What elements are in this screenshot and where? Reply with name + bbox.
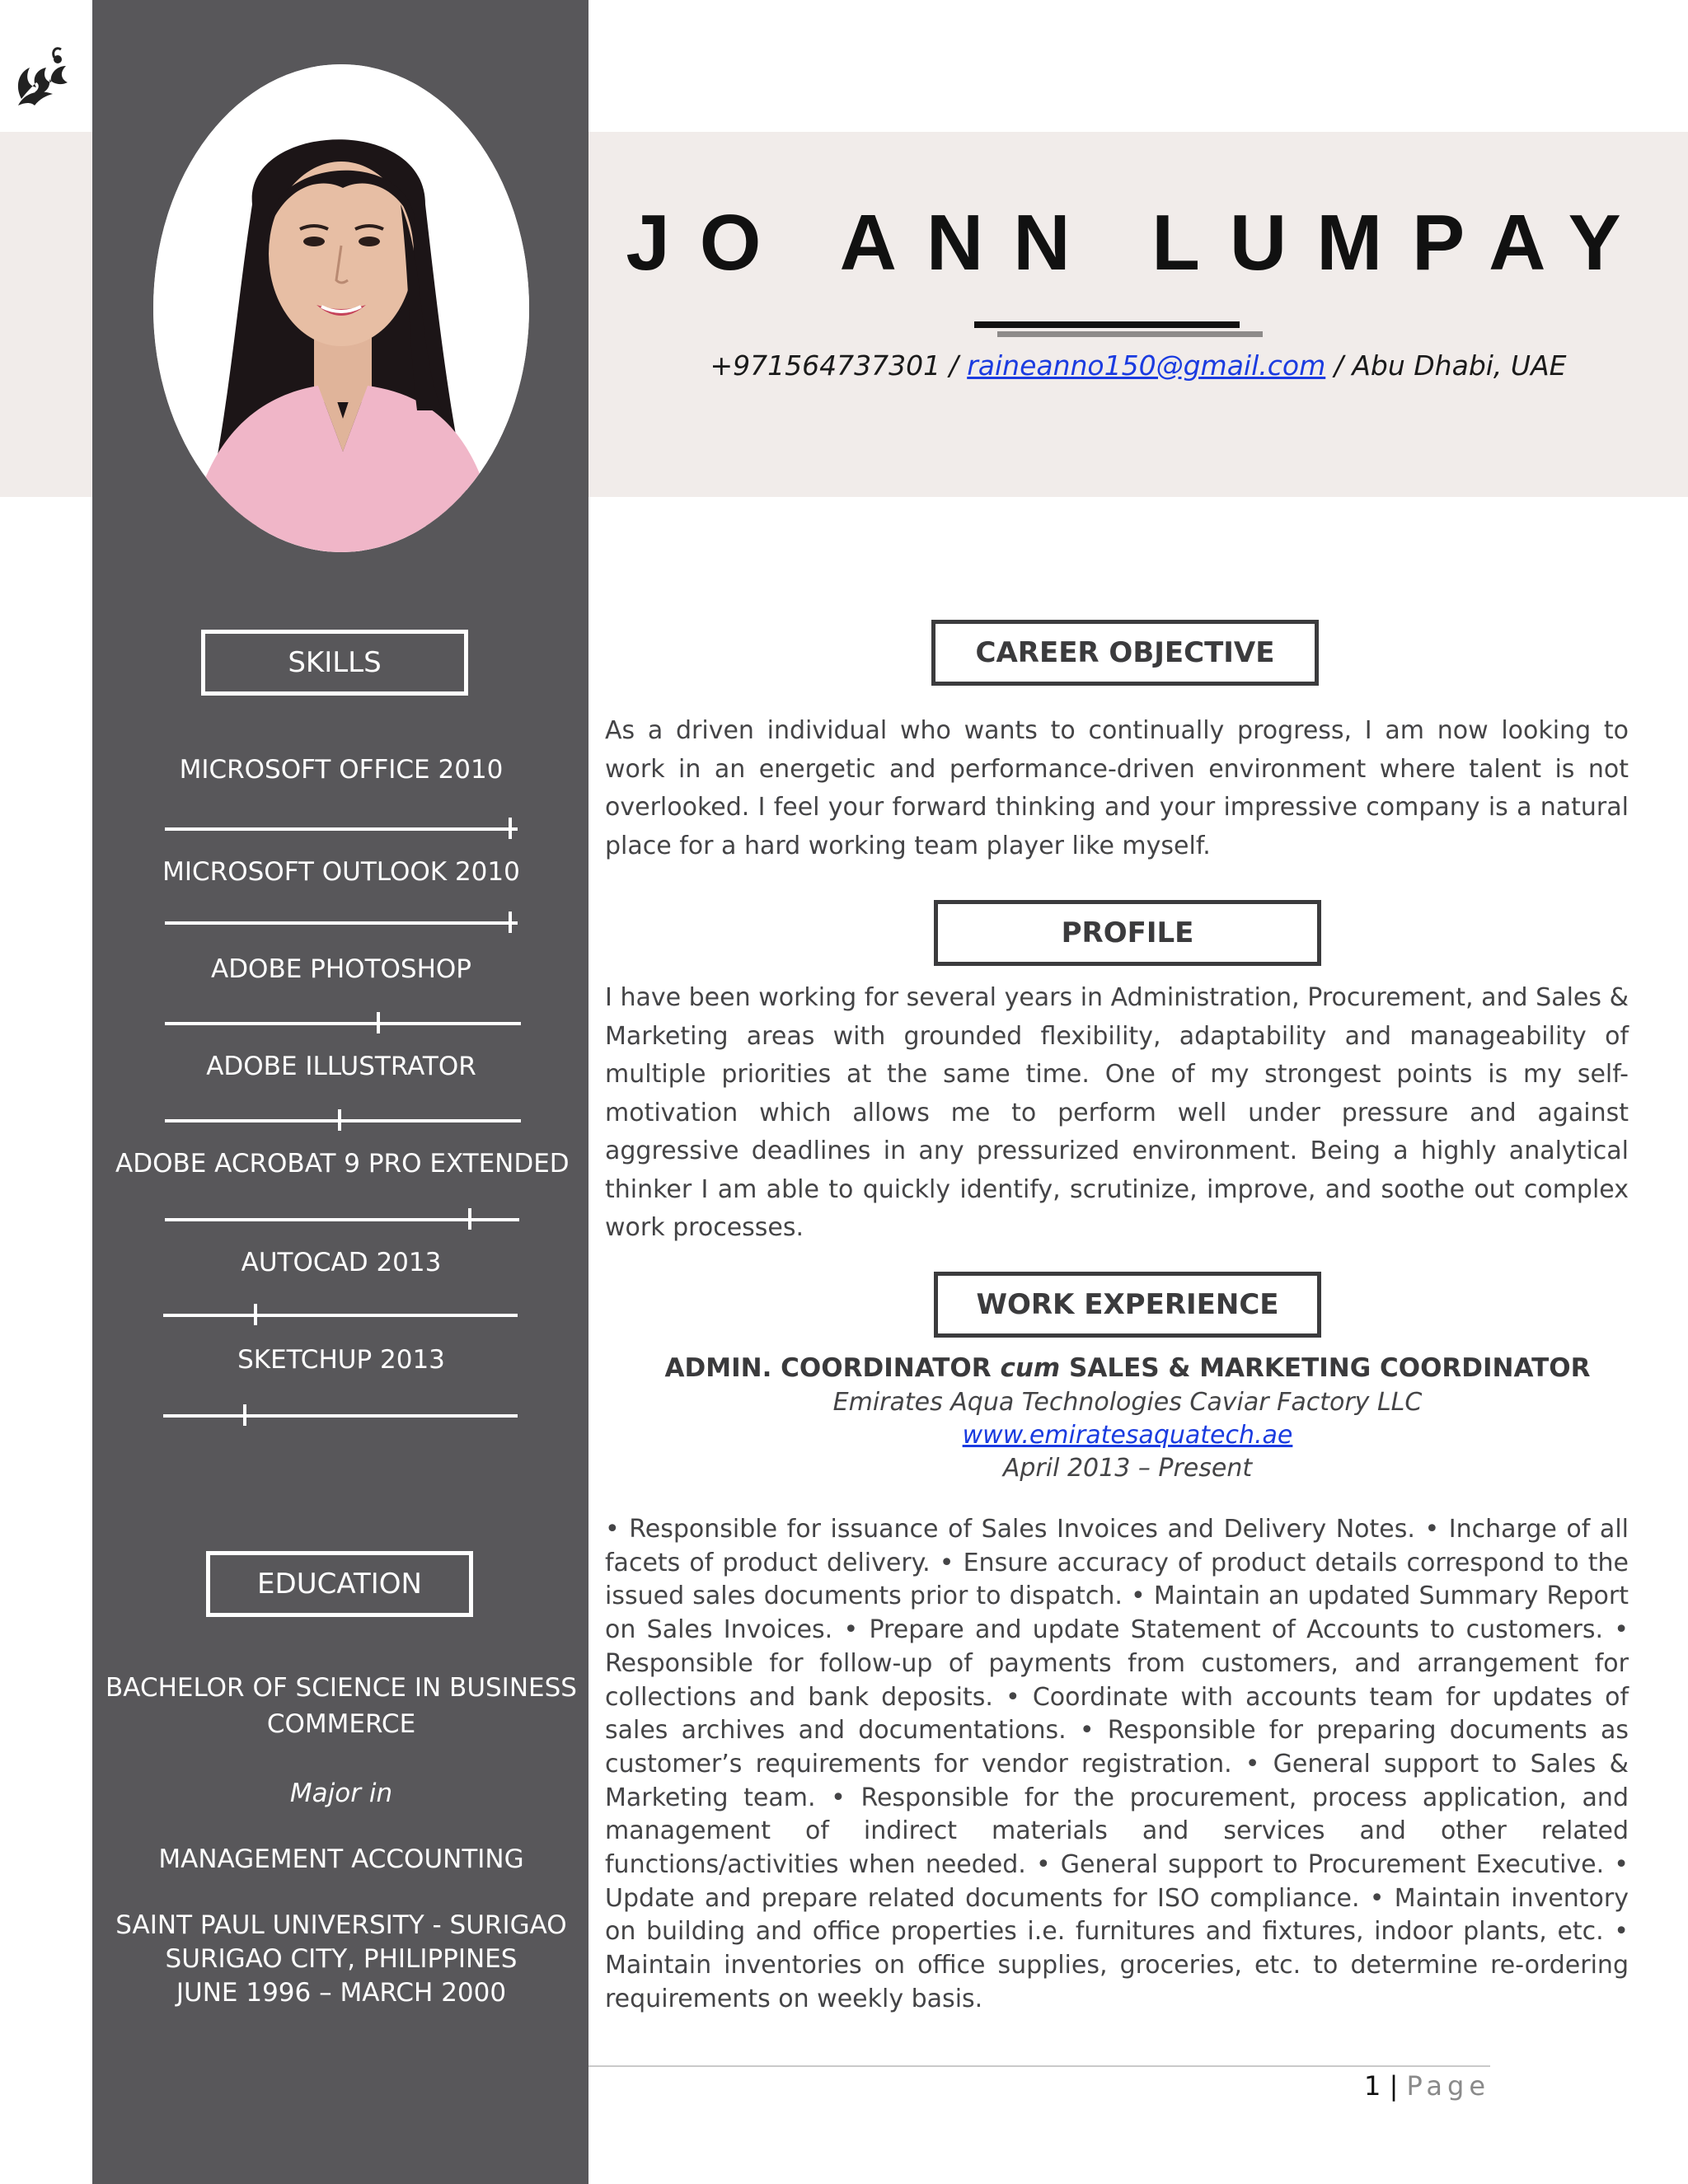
skill-level-marker (509, 818, 512, 839)
skill-bar (163, 1414, 518, 1418)
floral-logo-icon (7, 41, 79, 120)
name-underline-shadow (997, 331, 1263, 337)
skill-label: AUTOCAD 2013 (241, 1248, 442, 1277)
name-underline (974, 321, 1240, 328)
skill-label: ADOBE PHOTOSHOP (210, 954, 471, 984)
footer-divider (588, 2065, 1490, 2067)
skill-level-marker (254, 1304, 257, 1325)
skill-level-marker (338, 1109, 341, 1131)
skills-heading: SKILLS (201, 630, 468, 696)
skill-bar (163, 1314, 518, 1317)
education-heading: EDUCATION (206, 1551, 473, 1617)
work-experience-heading: WORK EXPERIENCE (934, 1272, 1321, 1338)
page-number: 1 (1364, 2070, 1381, 2102)
skill-bar (165, 1022, 521, 1025)
skill-bar (165, 1218, 519, 1221)
skill-level-marker (509, 912, 512, 933)
education-degree: BACHELOR OF SCIENCE IN BUSINESS COMMERCE (106, 1673, 577, 1739)
page-divider: | (1381, 2070, 1407, 2102)
skill-label: ADOBE ILLUSTRATOR (206, 1052, 476, 1081)
page-label: Page (1406, 2070, 1490, 2102)
job-title-part: ADMIN. COORDINATOR (664, 1353, 1001, 1383)
profile-text: I have been working for several years in Administration, Procurement, and Sales & Marketing areas with grounded flexibility, adaptability and manageability of multiple priorities at the same time. One of my strongest points is my self-motivation which allows me to perform well under pressure and against aggressive deadlines in any pressurized environment. Being a highly analytical thinker I am able to quickly identify, scrutinize, improve, and soothe out complex work processes. (605, 983, 1629, 1242)
email-link[interactable]: raineanno150@gmail.com (967, 349, 1326, 382)
location: Abu Dhabi, UAE (1352, 349, 1567, 382)
education-city: SURIGAO CITY, PHILIPPINES (165, 1944, 518, 1974)
company-website-line (588, 1421, 1667, 1450)
skill-bar (165, 827, 518, 831)
skill-level-marker (377, 1012, 380, 1033)
skill-bar (165, 1119, 521, 1122)
profile-photo (153, 64, 529, 552)
job-dates: April 2013 – Present (1002, 1454, 1253, 1483)
phone-number: +971564737301 (710, 349, 941, 382)
profile-heading: PROFILE (934, 900, 1321, 966)
job-title-part: SALES & MARKETING COORDINATOR (1060, 1353, 1591, 1383)
skill-label: MICROSOFT OFFICE 2010 (179, 755, 504, 785)
company-website-link[interactable]: www.emiratesaquatech.ae (962, 1421, 1293, 1450)
page-footer (1286, 2070, 1490, 2102)
education-school: SAINT PAUL UNIVERSITY - SURIGAO (115, 1910, 567, 1940)
skill-level-marker (468, 1208, 471, 1230)
job-duties: • Responsible for issuance of Sales Invoices and Delivery Notes. • Incharge of all facets of product delivery. • Ensure accuracy of product details correspond to the issued sales documents prior to dispatch. • Maintain an updated Summary Report on Sales Invoices. • Prepare and update Statement of Accounts to customers. • Responsible for follow-up of payments from customers, and arrangement for collections and bank deposits. • Coordinate with accounts team for updates of sales archives and documentations. • Responsible for preparing documents as customer’s requirements for vendor registration. • General support to Sales & Marketing team. • Responsible for the procurement, process application, and management of indirect materials and services and other related functions/activities when needed. • General support to Procurement Executive. • Update and prepare related documents for ISO compliance. • Maintain inventory on building and office properties i.e. furnitures and fixtures, indoor plants, etc. • Maintain inventories on office supplies, groceries, etc. to determine re-ordering requirements on weekly basis. (605, 1515, 1629, 2013)
job-title (588, 1353, 1667, 1383)
education-major: MANAGEMENT ACCOUNTING (158, 1844, 524, 1874)
job-title-cum: cum (1000, 1353, 1061, 1383)
skill-label: MICROSOFT OUTLOOK 2010 (162, 857, 520, 887)
skill-level-marker (243, 1404, 246, 1426)
contact-separator: / (940, 349, 968, 382)
education-major-prefix: Major in (289, 1779, 393, 1808)
education-dates: JUNE 1996 – MARCH 2000 (176, 1978, 507, 2008)
contact-line (588, 349, 1688, 382)
contact-separator: / (1325, 349, 1353, 382)
career-objective-text: As a driven individual who wants to continually progress, I am now looking to work in an energetic and performance-driven environment where talent is not overlooked. I feel your forward thinking and your impressive company is a natural place for a hard working team player like myself. (605, 716, 1629, 860)
company-name: Emirates Aqua Technologies Caviar Factory LLC (832, 1388, 1423, 1417)
career-objective-heading: CAREER OBJECTIVE (931, 620, 1319, 686)
candidate-name: JO ANN LUMPAY (626, 199, 1651, 287)
skill-bar (165, 921, 518, 925)
skill-label: ADOBE ACROBAT 9 PRO EXTENDED (115, 1149, 570, 1179)
skill-label: SKETCHUP 2013 (237, 1345, 445, 1375)
